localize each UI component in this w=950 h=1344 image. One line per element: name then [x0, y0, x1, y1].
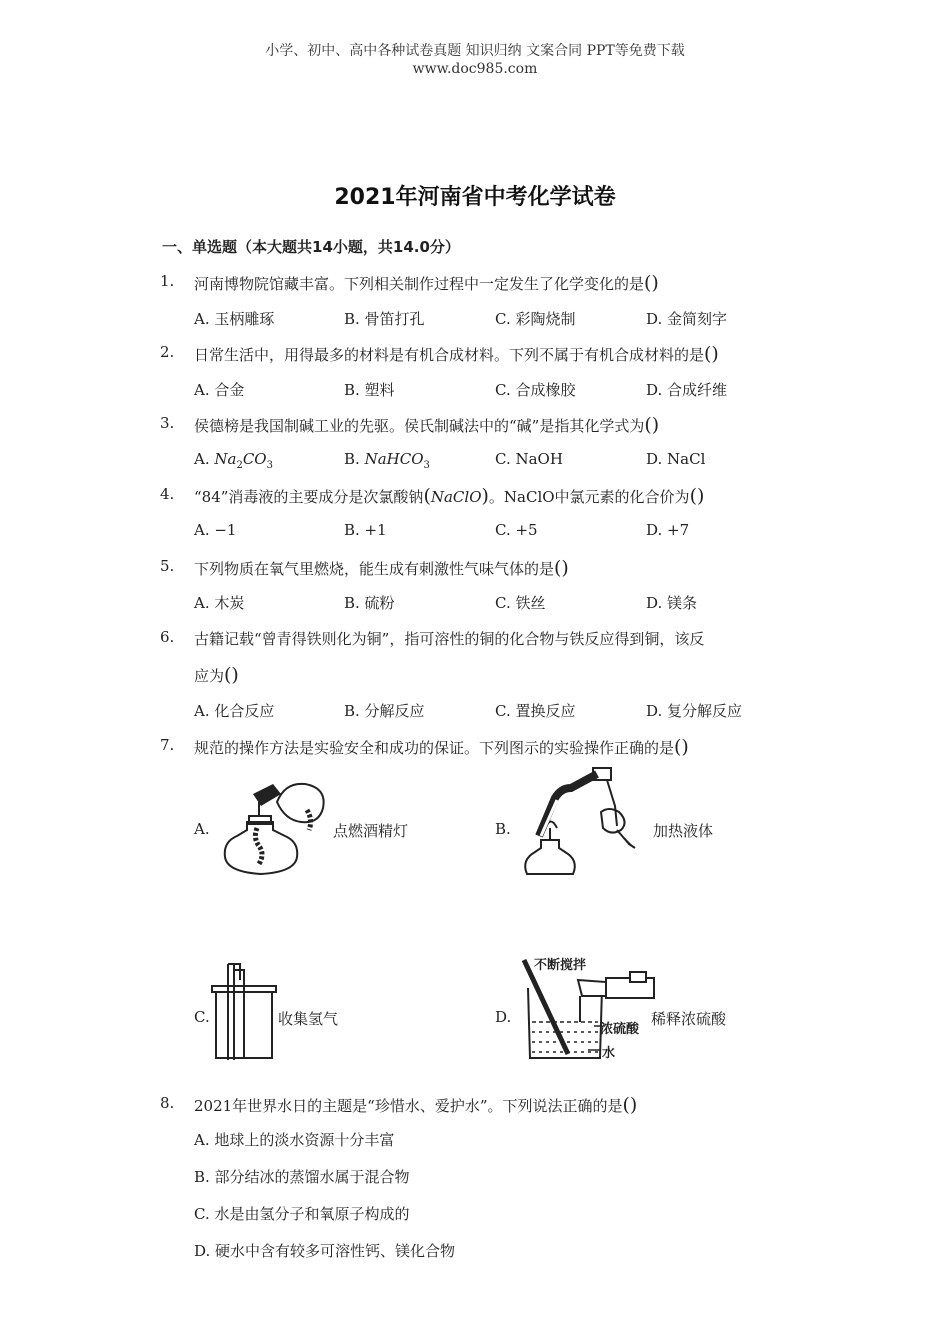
option-a: A.: [194, 820, 210, 838]
option-d: D. 金简刻字: [646, 310, 728, 328]
option-c: C.: [194, 1008, 210, 1026]
option-a: A. 木炭: [194, 594, 245, 612]
question-number: 3.: [160, 414, 175, 432]
exam-title: 2021年河南省中考化学试卷: [334, 185, 616, 210]
option-d: D. NaCl: [646, 450, 706, 468]
figure-caption: 稀释浓硫酸: [651, 1010, 727, 1028]
figure-caption: 收集氢气: [278, 1010, 339, 1028]
acid-label: 浓硫酸: [600, 1022, 640, 1037]
option-b: B. +1: [344, 521, 387, 539]
option-c: C. +5: [495, 521, 538, 539]
option-c: C. 铁丝: [495, 594, 546, 612]
question-text: 日常生活中，用得最多的材料是有机合成材料。下列不属于有机合成材料的是(): [194, 343, 719, 365]
question-number: 5.: [160, 557, 175, 575]
option-d: D. 合成纤维: [646, 381, 728, 399]
option-d: D. +7: [646, 521, 690, 539]
option-b: B. NaHCO$_3$: [344, 450, 430, 471]
question-number: 7.: [160, 736, 175, 754]
question-text: 侯德榜是我国制碱工业的先驱。侯氏制碱法中的“碱”是指其化学式为(): [194, 414, 660, 436]
figure-caption: 点燃酒精灯: [333, 822, 409, 840]
section-heading: 一、单选题（本大题共14小题，共14.0分）: [162, 238, 460, 256]
site-banner: 小学、初中、高中各种试卷真题 知识归纳 文案合同 PPT等免费下载: [265, 43, 685, 59]
option-a: A. 合金: [194, 381, 245, 399]
question-text: 古籍记载“曾青得铁则化为铜”，指可溶性的铜的化合物与铁反应得到铜，该反: [194, 630, 705, 648]
option-b: B. 塑料: [344, 381, 395, 399]
gas-collection-figure: [210, 960, 280, 1064]
option-c: C. 水是由氢分子和氧原子构成的: [194, 1205, 410, 1223]
option-b: B. 分解反应: [344, 702, 425, 720]
water-label: 水: [602, 1046, 616, 1061]
question-number: 6.: [160, 628, 175, 646]
option-a: A. −1: [194, 521, 237, 539]
stir-label: 不断搅拌: [534, 958, 587, 973]
question-number: 2.: [160, 343, 175, 361]
option-d: D. 硬水中含有较多可溶性钙、镁化合物: [194, 1242, 456, 1260]
option-c: C. 置换反应: [495, 702, 576, 720]
question-text: 河南博物院馆藏丰富。下列相关制作过程中一定发生了化学变化的是(): [194, 272, 659, 294]
question-text: “84”消毒液的主要成分是次氯酸钠(NaClO)。NaClO中氯元素的化合价为(): [194, 485, 705, 507]
option-a: A. 化合反应: [194, 702, 275, 720]
option-d: D.: [495, 1008, 512, 1026]
question-text-continued: 应为(): [194, 664, 239, 686]
figure-caption: 加热液体: [653, 822, 714, 840]
question-number: 4.: [160, 485, 175, 503]
heating-liquid-figure: [515, 766, 655, 886]
option-c: C. 彩陶烧制: [495, 310, 576, 328]
option-a: A. $Na_2CO_3$: [194, 450, 273, 471]
option-d: D. 复分解反应: [646, 702, 743, 720]
option-c: C. 合成橡胶: [495, 381, 576, 399]
option-b: B.: [495, 820, 511, 838]
lighting-alcohol-lamp-figure: [215, 772, 335, 884]
site-url: www.doc985.com: [412, 61, 538, 77]
option-b: B. 部分结冰的蒸馏水属于混合物: [194, 1168, 410, 1186]
question-number: 8.: [160, 1094, 175, 1112]
question-text: 规范的操作方法是实验安全和成功的保证。下列图示的实验操作正确的是(): [194, 736, 689, 758]
question-text: 下列物质在氧气里燃烧，能生成有刺激性气味气体的是(): [194, 557, 569, 579]
option-a: A. 地球上的淡水资源十分丰富: [194, 1131, 395, 1149]
question-number: 1.: [160, 272, 175, 290]
option-c: C. NaOH: [495, 450, 563, 468]
option-b: B. 骨笛打孔: [344, 310, 425, 328]
option-b: B. 硫粉: [344, 594, 395, 612]
option-d: D. 镁条: [646, 594, 698, 612]
question-text: 2021年世界水日的主题是“珍惜水、爱护水”。下列说法正确的是(): [194, 1094, 638, 1116]
option-a: A. 玉柄雕琢: [194, 310, 275, 328]
